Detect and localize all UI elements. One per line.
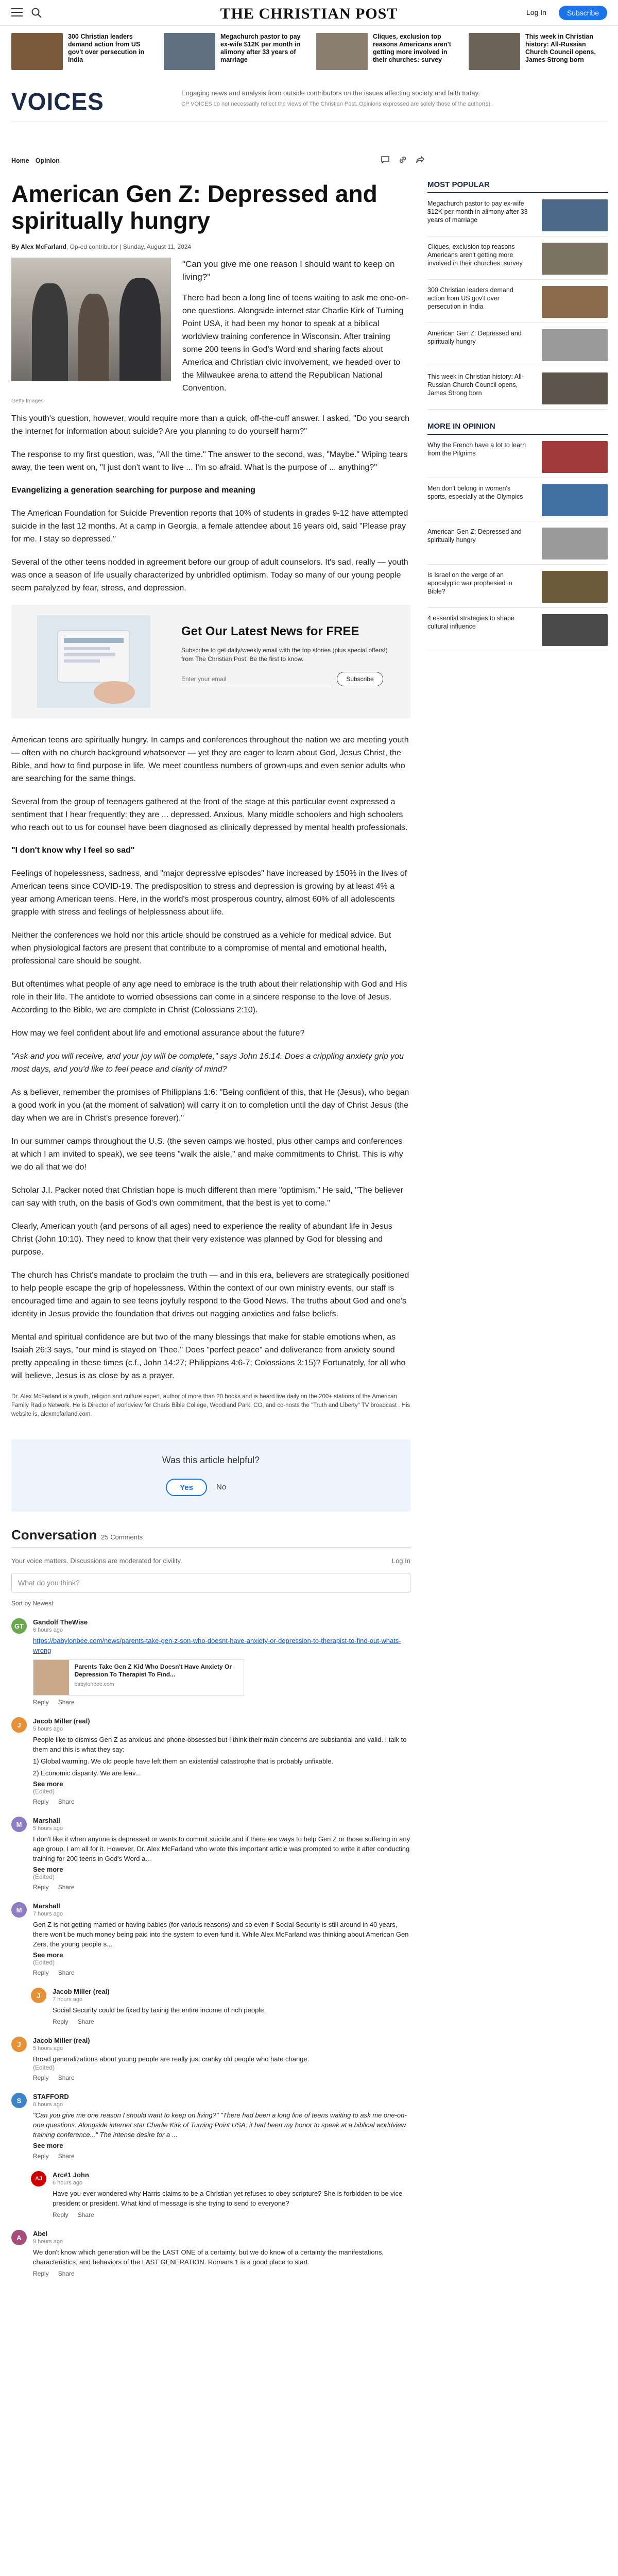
comment-time: 6 hours ago xyxy=(53,2180,83,2186)
top-bar xyxy=(0,0,618,26)
comment xyxy=(11,1817,410,1891)
comment-author[interactable]: Jacob Miller (real) xyxy=(33,2037,90,2044)
moderation-note: Your voice matters. Discussions are moderated for civility. xyxy=(11,1557,182,1565)
avatar[interactable]: AJ xyxy=(31,2171,46,2187)
comment xyxy=(11,1618,410,1706)
popular-item-thumbnail[interactable] xyxy=(542,199,608,231)
comment-reply xyxy=(31,2171,410,2218)
comment-author[interactable]: Marshall xyxy=(33,1902,60,1910)
opinion-item-thumbnail[interactable] xyxy=(542,441,608,473)
helpful-poll xyxy=(11,1439,410,1512)
byline: By Alex McFarland, Op-ed contributor | Sunday, August 11, 2024 xyxy=(11,243,192,250)
trending-strip xyxy=(0,26,618,77)
edited-label: (Edited) xyxy=(33,1873,55,1880)
opinion-item[interactable] xyxy=(427,608,608,651)
lead-image xyxy=(11,258,171,381)
popular-item-title[interactable]: Megachurch pastor to pay ex-wife $12K per month in alimony after 33 years of marriage xyxy=(427,200,528,224)
article-paragraph: Several from the group of teenagers gathered at the front of the stage at this particular event expressed a sentiment that I hear frequently: they are ... depressed. Anxious. Many middle schoolers and high schoolers who reach out to us for counsel have been diagnosed as clinically depressed by mental health professionals. xyxy=(11,798,408,832)
author-bio: Dr. Alex McFarland is a youth, religion and culture expert, author of more than 20 books and is heard live daily on the 200+ stations of the American Family Radio Network. He is Director of worldview for Charis Bible College, Woodland Park, CO, and co-hosts the "Truth and Liberty" TV broadcast . His website is, alexmcfarland.com. xyxy=(11,1394,410,1417)
newsletter-illustration xyxy=(37,615,150,708)
opinion-item[interactable] xyxy=(427,478,608,521)
login-link[interactable]: Log In xyxy=(526,8,546,16)
avatar[interactable]: J xyxy=(11,1717,27,1733)
link-icon[interactable] xyxy=(398,155,408,165)
avatar[interactable]: J xyxy=(31,1988,46,2003)
reply-button[interactable]: Reply xyxy=(53,2211,68,2218)
helpful-question: Was this article helpful? xyxy=(162,1455,260,1465)
popular-item-thumbnail[interactable] xyxy=(542,329,608,361)
article-paragraph: "Ask and you will receive, and your joy will be complete," says John 16:14. Does a crippling anxiety grip you most days, and you'd like to feel peace and clarity of mind? xyxy=(11,1052,404,1074)
link-preview-thumbnail xyxy=(33,1660,69,1695)
comment-reply xyxy=(31,1988,410,2025)
comment-text: Broad generalizations about young people are really just cranky old people who hate change. xyxy=(33,2055,310,2063)
reply-button[interactable]: Reply xyxy=(33,1969,49,1976)
article-paragraph: As a believer, remember the promises of Philippians 1:6: "Being confident of this, that He (Jesus), who began a good work in you (at the moment of salvation) will carry it on to completion until the day of Christ Jesus (the day when we are in Christ's presence forever)." xyxy=(11,1088,409,1123)
no-button[interactable]: No xyxy=(216,1483,227,1492)
comment-author[interactable]: Marshall xyxy=(33,1817,60,1824)
see-more-link[interactable]: See more xyxy=(33,2142,63,2149)
comment-text: People like to dismiss Gen Z as anxious and phone-obsessed but I think their main concerns are substantial and valid. I talk to them and this is what they say: xyxy=(33,1736,407,1753)
comment xyxy=(11,1717,410,1805)
opinion-item-thumbnail[interactable] xyxy=(542,571,608,603)
popular-item-thumbnail[interactable] xyxy=(542,372,608,404)
opinion-item-thumbnail[interactable] xyxy=(542,484,608,516)
section-description: Engaging news and analysis from outside contributors on the issues affecting society and faith today. xyxy=(181,89,480,97)
comment-count: 25 Comments xyxy=(101,1533,143,1541)
reply-button[interactable]: Reply xyxy=(33,1699,49,1706)
popular-item-title[interactable]: Cliques, exclusion top reasons Americans aren't getting more involved in their churches: survey xyxy=(427,243,523,267)
share-button[interactable]: Share xyxy=(77,2211,94,2218)
image-caption: Getty Images xyxy=(11,398,44,404)
trending-item[interactable] xyxy=(164,33,303,70)
conversation-title: Conversation xyxy=(11,1527,97,1543)
comment-input[interactable]: What do you think? xyxy=(11,1573,410,1592)
lead-section xyxy=(11,258,410,474)
comment-time: 5 hours ago xyxy=(33,2045,63,2052)
article xyxy=(11,180,410,2277)
share-button[interactable]: Share xyxy=(77,2018,94,2025)
comment xyxy=(11,2037,410,2081)
popular-item-title[interactable]: 300 Christian leaders demand action from US gov't over persecution in India xyxy=(427,286,513,310)
newsletter-text: Subscribe to get daily/weekly email with the top stories (plus special offers!) from The Christian Post. Be the first to know. xyxy=(181,647,388,663)
opinion-item-title[interactable]: 4 essential strategies to shape cultural influence xyxy=(427,615,514,630)
popular-item[interactable] xyxy=(427,366,608,410)
comment-list-item: 2) Economic disparity. We are leav... xyxy=(33,1769,141,1777)
comment-icon[interactable] xyxy=(380,155,390,165)
share-button[interactable]: Share xyxy=(58,2074,75,2081)
avatar[interactable]: J xyxy=(11,2037,27,2052)
newsletter-signup xyxy=(11,605,410,718)
opinion-item-title[interactable]: Why the French have a lot to learn from the Pilgrims xyxy=(427,442,526,457)
sort-selector[interactable]: Sort by Newest xyxy=(11,1600,54,1607)
avatar[interactable]: GT xyxy=(11,1618,27,1634)
article-subhead: Evangelizing a generation searching for purpose and meaning xyxy=(11,486,255,495)
article-paragraph: But oftentimes what people of any age need to embrace is the truth about their relationship with God and His role in their life. The antidote to worried obsessions can come in a sincere response to the love of Jesus. According to the Bible, we are complete in Christ (Colossians 2:10). xyxy=(11,980,407,1014)
link-preview-card[interactable] xyxy=(33,1659,244,1696)
reply-button[interactable]: Reply xyxy=(33,2153,49,2160)
edited-label: (Edited) xyxy=(33,1788,55,1795)
popular-item[interactable] xyxy=(427,193,608,236)
popular-item-title[interactable]: American Gen Z: Depressed and spiritually hungry xyxy=(427,330,522,345)
email-input[interactable] xyxy=(181,672,331,686)
subscribe-button[interactable]: Subscribe xyxy=(559,6,607,20)
opinion-item[interactable] xyxy=(427,565,608,608)
comment-list-item: 1) Global warming. We old people have left them an existential catastrophe that is probably unfixable. xyxy=(33,1757,333,1765)
opinion-item-thumbnail[interactable] xyxy=(542,528,608,560)
share-button[interactable]: Share xyxy=(58,1969,75,1976)
popular-item-thumbnail[interactable] xyxy=(542,286,608,318)
breadcrumb-opinion[interactable]: Opinion xyxy=(35,157,60,164)
article-subhead: "I don't know why I feel so sad" xyxy=(11,846,135,855)
popular-item-title[interactable]: This week in Christian history: All-Russian Church Council opens, James Strong born xyxy=(427,373,524,397)
share-button[interactable]: Share xyxy=(58,1798,75,1805)
reply-button[interactable]: Reply xyxy=(33,1884,49,1891)
conversation-subheader xyxy=(11,1557,410,1565)
trending-title[interactable]: Cliques, exclusion top reasons Americans aren't getting more involved in their churches: survey xyxy=(373,33,451,63)
breadcrumb xyxy=(11,157,60,164)
article-paragraph: Feelings of hopelessness, sadness, and "major depressive episodes" have increased by 150% in the lives of American teens since COVID-19. The predisposition to stress and depression is growing by at least 4% a year among American teens. Here, in the world's most prosperous country, almost 60% of all adolescents grapple with stress and feelings of helplessness about life. xyxy=(11,869,407,917)
share-icon[interactable] xyxy=(415,155,425,165)
link-preview-domain: babylonbee.com xyxy=(74,1681,114,1687)
comment-text: "Can you give me one reason I should want to keep on living?" "There had been a long line of teens waiting to ask me one-on-one questions. Alongside internet star Charlie Kirk of Turning Point USA, it had been my honor to speak at a biblical worldview training conference..." The intense desire for a ... xyxy=(33,2111,407,2139)
article-paragraph: The American Foundation for Suicide Prevention reports that 10% of students in grades 9-12 have attempted suicide in the last 12 months. At a camp in Georgia, a female attendee about 16 years old, said "Please pray for me. I stay so depressed." xyxy=(11,509,408,544)
edited-label: (Edited) xyxy=(33,1959,55,1966)
reply-button[interactable]: Reply xyxy=(33,1798,49,1805)
article-paragraph: In our summer camps throughout the U.S. (the seven camps we hosted, plus other camps and conferences at which I am invited to speak), we see teens "walk the aisle," and make commitments to Christ. This is why we do all that we do! xyxy=(11,1137,403,1172)
reply-button[interactable]: Reply xyxy=(33,2270,49,2277)
trending-thumbnail[interactable] xyxy=(469,33,520,70)
comment-author[interactable]: Gandolf TheWise xyxy=(33,1618,88,1626)
see-more-link[interactable]: See more xyxy=(33,1780,63,1788)
site-logo[interactable]: THE CHRISTIAN POST xyxy=(220,5,398,22)
pull-quote: "Can you give me one reason I should want to keep on living?" xyxy=(182,259,395,282)
opinion-item[interactable] xyxy=(427,521,608,565)
section-title[interactable]: VOICES xyxy=(11,88,104,115)
avatar[interactable]: A xyxy=(11,2230,27,2245)
yes-button[interactable]: Yes xyxy=(166,1479,207,1496)
popular-item-thumbnail[interactable] xyxy=(542,243,608,275)
conversation-login[interactable]: Log In xyxy=(391,1557,410,1565)
comment-time: 6 hours ago xyxy=(33,1627,63,1633)
share-button[interactable]: Share xyxy=(58,1884,75,1891)
newsletter-subscribe-button[interactable]: Subscribe xyxy=(337,672,383,686)
article-paragraph: This youth's question, however, would require more than a quick, off-the-cuff answer. I asked, "Do you search the internet for information about suicide? Are you planning to do yourself harm?" xyxy=(11,414,409,436)
opinion-item-title[interactable]: Is Israel on the verge of an apocalyptic war prophesied in Bible? xyxy=(427,571,512,595)
reply-button[interactable]: Reply xyxy=(53,2018,68,2025)
article-paragraph: Neither the conferences we hold nor this article should be construed as a vehicle for medical advice. But when physiological factors are present that contribute to a compromise of mental and emotional health, professional care should be sought. xyxy=(11,931,391,965)
avatar[interactable]: S xyxy=(11,2093,27,2108)
see-more-link[interactable]: See more xyxy=(33,1951,63,1959)
trending-item[interactable] xyxy=(469,33,608,70)
avatar[interactable]: M xyxy=(11,1817,27,1832)
comment-author[interactable]: STAFFORD xyxy=(33,2093,69,2100)
article-paragraph: Clearly, American youth (and persons of all ages) need to experience the reality of abundant life in Jesus Christ (John 10:10). They need to know that their very existence was planned by God for blessing and purpose. xyxy=(11,1222,392,1257)
comment-time: 9 hours ago xyxy=(33,2239,63,2245)
share-button[interactable]: Share xyxy=(58,2270,75,2277)
trending-item[interactable] xyxy=(11,33,150,70)
share-button[interactable]: Share xyxy=(58,2153,75,2160)
article-paragraph: American teens are spiritually hungry. In camps and conferences throughout the nation we are meeting youth — often with no church background whatsoever — yet they are eager to learn about God, Jesus Christ, the Bible, and how to find purpose in life. We meet countless numbers of grown-ups and even senior adults who are searching for the same things. xyxy=(11,736,409,783)
article-paragraph: There had been a long line of teens waiting to ask me one-on-one questions. Alongside internet star Charlie Kirk of Turning Point USA, it had been my honor to speak at a biblical worldview training conference in Wisconsin. After training some 200 teens in God's Word and sharing facts about America and Christian civic involvement, we headed over to the Milwaukee arena to attend the Republican National Convention. xyxy=(182,294,409,393)
comment-author[interactable]: Arc#1 John xyxy=(53,2171,89,2179)
breadcrumb-home[interactable]: Home xyxy=(11,157,29,164)
comment-text: Gen Z is not getting married or having babies (for various reasons) and so even if Social Security is still around in 40 years, there won't be much money being paid into the system to even fund it. While Alex McFarland was thinking about American Gen Zers, the young people s... xyxy=(33,1921,409,1948)
comment xyxy=(11,2093,410,2160)
more-in-opinion-heading: MORE IN OPINION xyxy=(427,422,608,435)
comment-author[interactable]: Jacob Miller (real) xyxy=(33,1717,90,1725)
trending-title[interactable]: 300 Christian leaders demand action from US gov't over persecution in India xyxy=(68,33,145,63)
link-preview-title: Parents Take Gen Z Kid Who Doesn't Have Anxiety Or Depression To Therapist To Find... xyxy=(74,1663,232,1678)
article-paragraph: Several of the other teens nodded in agreement before our group of adult counselors. It's sad, really — youth was once a season of life usually characterized by unbridled optimism. Today so many of our young people seem paralyzed by fear, stress, and depression. xyxy=(11,558,408,592)
most-popular-heading: MOST POPULAR xyxy=(427,180,608,193)
comment-text: Have you ever wondered why Harris claims to be a Christian yet refuses to obey scripture? She is forbidden to be vice president or president. What kind of message is she trying to send to everyone? xyxy=(53,2190,403,2207)
trending-thumbnail[interactable] xyxy=(316,33,368,70)
comment-text: I don't like it when anyone is depressed or wants to commit suicide and if there are ways to help Gen Z or those suffering in any age group, I am all for it. However, Dr. Alex McFarland who wrote this important article was prompted to write it after conducting training for 200 teens in God's Word a... xyxy=(33,1835,410,1862)
opinion-item-title[interactable]: Men don't belong in women's sports, especially at the Olympics xyxy=(427,485,523,500)
article-headline: American Gen Z: Depressed and spiritually hungry xyxy=(11,180,377,234)
comment-text: We don't know which generation will be the LAST ONE of a certainty, but we do know of a certainty the manifestations, characteristics, and behaviors of the LAST GENERATION. Romans 1 is a good place to start. xyxy=(33,2248,384,2266)
sidebar xyxy=(427,180,608,651)
comment-time: 7 hours ago xyxy=(33,1911,63,1917)
conversation-header xyxy=(11,1527,410,1548)
newsletter-title: Get Our Latest News for FREE xyxy=(181,624,359,638)
author-name[interactable]: By Alex McFarland xyxy=(11,243,66,250)
opinion-item-thumbnail[interactable] xyxy=(542,614,608,646)
section-disclaimer: CP VOICES do not necessarily reflect the views of The Christian Post. Opinions expressed are solely those of the author(s). xyxy=(181,101,492,107)
comment-time: 8 hours ago xyxy=(33,2102,63,2108)
trending-item[interactable] xyxy=(316,33,455,70)
opinion-item[interactable] xyxy=(427,435,608,478)
author-role: Op-ed contributor xyxy=(70,243,118,250)
trending-thumbnail[interactable] xyxy=(11,33,63,70)
popular-item[interactable] xyxy=(427,323,608,366)
edited-label: (Edited) xyxy=(33,2064,55,2071)
trending-title[interactable]: This week in Christian history: All-Russian Church Council opens, James Strong born xyxy=(525,33,596,63)
trending-title[interactable]: Megachurch pastor to pay ex-wife $12K per month in alimony after 33 years of marriage xyxy=(220,33,301,63)
avatar[interactable]: M xyxy=(11,1902,27,1918)
comment-link[interactable]: https://babylonbee.com/news/parents-take-gen-z-son-who-doesnt-have-anxiety-or-depression-to-therapist-to-find-out-whats-wrong xyxy=(33,1637,401,1654)
share-bar xyxy=(380,155,425,165)
trending-thumbnail[interactable] xyxy=(164,33,215,70)
comment xyxy=(11,2230,410,2277)
article-paragraph: How may we feel confident about life and emotional assurance about the future? xyxy=(11,1029,305,1038)
comment-time: 5 hours ago xyxy=(33,1726,63,1732)
popular-item[interactable] xyxy=(427,280,608,323)
article-paragraph: Scholar J.I. Packer noted that Christian hope is much different than mere "optimism." He said, "The believer can say with truth, on the basis of God's own commitment, that the best is yet to come." xyxy=(11,1186,404,1208)
comment-time: 5 hours ago xyxy=(33,1825,63,1832)
article-paragraph: The response to my first question, was, "All the time." The answer to the second, was, "Maybe." Wiping tears away, the teen went on, "I just don't want to live ... I'm so afraid. What is the purpose of ... anything?" xyxy=(11,450,408,472)
comment-author[interactable]: Abel xyxy=(33,2230,48,2238)
comment-text: Social Security could be fixed by taxing the entire income of rich people. xyxy=(53,2006,266,2014)
comment-time: 7 hours ago xyxy=(53,1996,83,2003)
comment-author[interactable]: Jacob Miller (real) xyxy=(53,1988,110,1995)
popular-item[interactable] xyxy=(427,236,608,280)
comment xyxy=(11,1902,410,1976)
share-button[interactable]: Share xyxy=(58,1699,75,1706)
reply-button[interactable]: Reply xyxy=(33,2074,49,2081)
see-more-link[interactable]: See more xyxy=(33,1866,63,1873)
opinion-item-title[interactable]: American Gen Z: Depressed and spiritually hungry xyxy=(427,528,522,544)
article-paragraph: Mental and spiritual confidence are but two of the many blessings that make for stable emotions when, as Isaiah 26:3 says, "our mind is stayed on Thee." Does "perfect peace" and deliverance from anxiety sound pretty appealing in these times (c.f., John 14:27; Philippians 4:6-7; Colossians 3:15)? Fortunately, for all who will believe, Jesus is as close by as a prayer. xyxy=(11,1333,406,1380)
publish-date: Sunday, August 11, 2024 xyxy=(123,243,192,250)
article-paragraph: The church has Christ's mandate to proclaim the truth — and in this era, believers are strategically positioned to help people escape the grip of hopelessness. Within the context of our own ministry events, our staff is encouraged time and again to see teens joyfully respond to the Good News. The truths about God and one's identity in Jesus provide the foundation that drives out nagging anxieties and false beliefs. xyxy=(11,1271,409,1318)
